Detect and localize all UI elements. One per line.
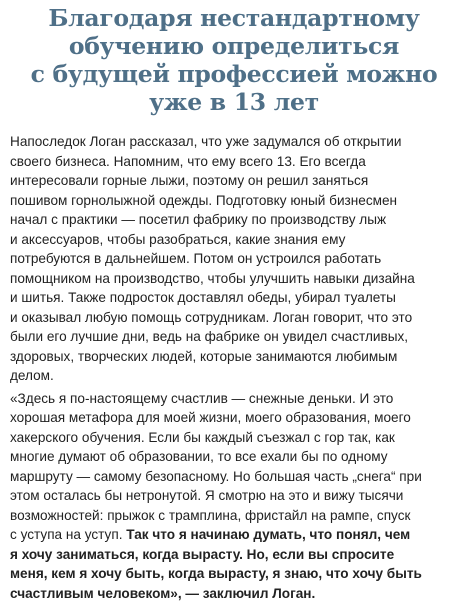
text-line: здоровых, творческих людей, которые занимаются любимым — [10, 347, 458, 367]
text-line: и аксессуаров, чтобы разобраться, какие знания ему — [10, 230, 458, 250]
text-line-mixed — [10, 584, 458, 603]
paragraph-logan-business — [10, 132, 458, 386]
quote-attribution: , — заключил Логан. — [178, 586, 315, 601]
paragraph-logan-quote — [10, 389, 458, 603]
text-line: и оказывал любую помощь сотрудникам. Логан говорит, что это — [10, 308, 458, 328]
text-line: были его лучшие дни, ведь на фабрике он увидел счастливых, — [10, 327, 458, 347]
text-line: и шитья. Также подросток доставлял обеды, убирал туалеты — [10, 288, 458, 308]
quote-text: с уступа на уступ. — [10, 527, 126, 542]
article-body — [10, 132, 458, 603]
text-line: маршруту — самому безопасному. Но большая часть „снега“ при — [10, 467, 458, 487]
quote-bold-line: меня, кем я хочу быть, когда вырасту, я знаю, что хочу быть — [10, 564, 458, 584]
text-line: «Здесь я по-настоящему счастлив — снежные деньки. И это — [10, 389, 458, 409]
text-line-mixed — [10, 525, 458, 545]
article-headline — [10, 0, 458, 116]
quote-bold-text: Так что я начинаю думать, что понял, чем — [126, 527, 410, 542]
text-line: делом. — [10, 366, 458, 386]
text-line: помощником на производство, чтобы улучшить навыки дизайна — [10, 269, 458, 289]
text-line: потребуются в дальнейшем. Потом он устроился работать — [10, 249, 458, 269]
text-line: этом осталась бы нетронутой. Я смотрю на это и вижу тысячи — [10, 486, 458, 506]
text-line: интересовали горные лыжи, поэтому он решил заняться — [10, 171, 458, 191]
text-line: своего бизнеса. Напомним, что ему всего 13. Его всегда — [10, 152, 458, 172]
text-line: многие думают об образовании, то все ехали бы по одному — [10, 447, 458, 467]
quote-bold-line: я хочу заниматься, когда вырасту. Но, если вы спросите — [10, 545, 458, 565]
headline-line: Благодаря нестандартному — [10, 4, 458, 32]
quote-bold-text: счастливым человеком» — [10, 586, 178, 601]
text-line: начал с практики — посетил фабрику по производству лыж — [10, 210, 458, 230]
headline-line: с будущей профессией можно — [10, 60, 458, 88]
headline-line: уже в 13 лет — [10, 88, 458, 116]
text-line: хорошая метафора для моей жизни, моего образования, моего — [10, 408, 458, 428]
headline-line: обучению определиться — [10, 32, 458, 60]
text-line: пошивом горнолыжной одежды. Подготовку юный бизнесмен — [10, 191, 458, 211]
text-line: возможностей: прыжок с трамплина, фристайл на рампе, спуск — [10, 506, 458, 526]
text-line: Напоследок Логан рассказал, что уже задумался об открытии — [10, 132, 458, 152]
text-line: хакерского обучения. Если бы каждый съезжал с гор так, как — [10, 428, 458, 448]
